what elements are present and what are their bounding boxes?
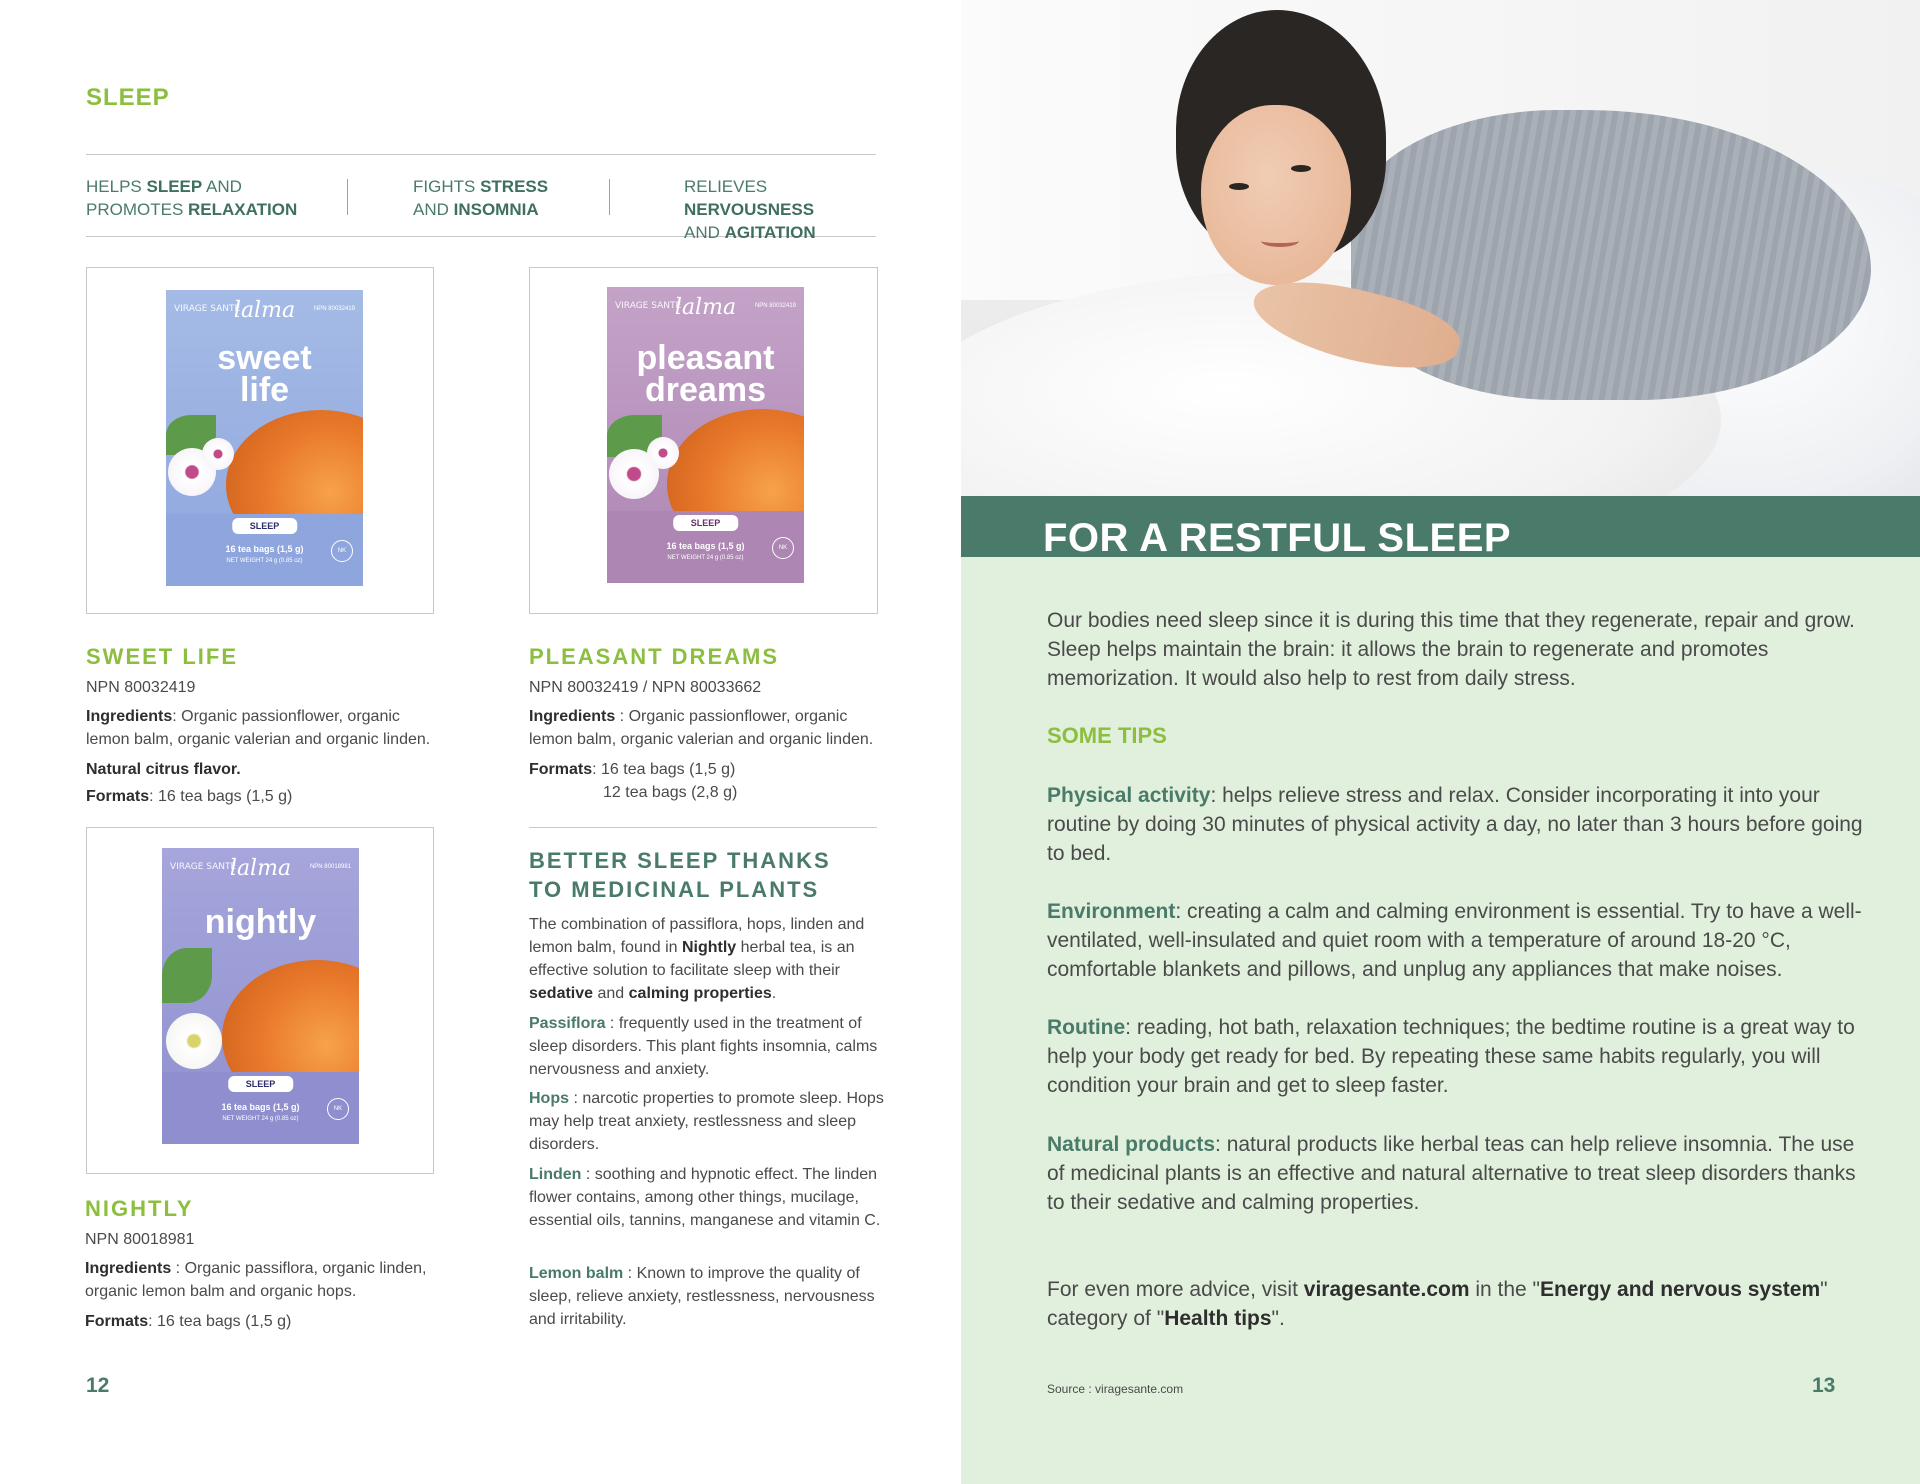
plant-lemon-balm: Lemon balm : Known to improve the quality of sleep, relieve anxiety, restlessness, nervousness and irritability. [529,1265,875,1328]
photo-smile [1261,235,1299,247]
section-label: SLEEP [86,84,170,111]
box-bag-count: 16 tea bags (1,5 g) [225,544,304,554]
product-formats: Formats: 16 tea bags (1,5 g) 12 tea bags (2,8 g) [529,761,738,801]
plant-passiflora: Passiflora : frequently used in the treatment of sleep disorders. This plant fights insomnia, calms nervousness and anxiety. [529,1015,878,1078]
product-npn: NPN 80018981 [85,1231,195,1248]
photo-face [1201,105,1351,285]
box-bottom-band [607,511,804,583]
brand-logo: lalma [674,295,737,320]
page-heading: FOR A RESTFUL SLEEP [1043,516,1512,557]
product-title-pleasant-dreams: PLEASANT DREAMS [529,644,780,669]
benefit-nervousness-agitation: RELIEVES NERVOUSNESS AND AGITATION [684,177,816,242]
plant-hops: Hops : narcotic properties to promote sleep. Hops may help treat anxiety, restlessness and sleep disorders. [529,1090,884,1153]
benefit-divider [609,179,610,215]
box-npn: NPN 80032419 [313,306,355,312]
tea-box-nightly [162,848,359,1144]
brand-row [607,295,804,321]
plant-linden: Linden : soothing and hypnotic effect. The linden flower contains, among other things, mucilage, essential oils, tannins, manganese and vitamin C. [529,1166,881,1229]
benefits-bar [86,154,876,242]
brand-logo: lalma [229,856,292,881]
flower-image [647,437,679,469]
box-sleep-tag: SLEEP [673,515,739,531]
box-net-weight: NET WEIGHT 24 g (0.85 oz) [222,1116,299,1122]
box-seal: NK [327,1098,349,1120]
woman-sleeping-photo [961,0,1920,496]
photo-eye [1229,183,1249,190]
box-seal: NK [331,540,353,562]
tip-environment: Environment: creating a calm and calming environment is essential. Try to have a well-ventilated, well-insulated and quiet room with a temperature of around 18-20 °C, comfortable blankets and pillows, and unplug any appliances that make noises. [1047,900,1862,981]
benefit-sleep-relaxation: HELPS SLEEP AND PROMOTES RELAXATION [86,177,298,219]
sleep-intro: Our bodies need sleep since it is during this time that they regenerate, repair and grow. Sleep helps maintain the brain: it allows the brain to regenerate and promotes memorization. It would also help to rest from daily stress. [1047,609,1855,690]
page-number: 12 [86,1374,110,1397]
product-title-nightly: NIGHTLY [85,1196,194,1221]
heading-band [961,496,1920,557]
source-note: Source : viragesante.com [1047,1382,1184,1396]
tip-physical-activity: Physical activity: helps relieve stress and relax. Consider incorporating it into your routine by doing 30 minutes of physical activity a day, no later than 3 hours before going to bed. [1047,784,1863,865]
right-page [961,0,1920,1484]
box-sleep-tag: SLEEP [232,518,298,534]
product-formats: Formats: 16 tea bags (1,5 g) [85,1313,292,1330]
benefit-divider [347,179,348,215]
tips-title: SOME TIPS [1047,723,1167,748]
box-sleep-tag: SLEEP [228,1076,294,1092]
box-seal: NK [772,537,794,559]
product-ingredients: Ingredients : Organic passionflower, organic lemon balm, organic valerian and organic linden. [529,708,874,748]
brand-row [162,856,359,882]
box-product-name: pleasant dreams [636,339,775,409]
box-bottom-band [166,514,363,586]
flower-image [202,438,234,470]
product-ingredients: Ingredients : Organic passiflora, organic linden, organic lemon balm and organic hops. [85,1260,427,1300]
medicinal-intro: The combination of passiflora, hops, linden and lemon balm, found in Nightly herbal tea, is an effective solution to facilitate sleep with their sedative and calming properties. [529,916,865,1002]
box-product-name: sweet life [217,339,312,409]
advice-website: viragesante.com [1303,1278,1470,1301]
product-image-nightly [86,827,434,1174]
product-ingredients: Ingredients: Organic passionflower, organic lemon balm, organic valerian and organic linden. [86,708,431,748]
more-advice: For even more advice, visit viragesante.com in the "Energy and nervous system" category of "Health tips". [1047,1278,1828,1330]
benefit-stress-insomnia: FIGHTS STRESS AND INSOMNIA [413,177,549,219]
brand-mark: VIRAGE SANTÉ [615,301,682,311]
product-npn: NPN 80032419 [86,679,196,696]
product-image-pleasant-dreams [529,267,878,614]
brand-row [166,298,363,324]
tip-natural-products: Natural products: natural products like herbal teas can help relieve insomnia. The use of medicinal plants is an effective and natural alternative to treat sleep disorders thanks to their sedative and calming properties. [1047,1133,1856,1214]
section-divider [529,827,877,828]
box-net-weight: NET WEIGHT 24 g (0.85 oz) [667,555,744,561]
product-formats: Formats: 16 tea bags (1,5 g) [86,788,293,805]
box-product-name: nightly [204,903,317,941]
tea-box-pleasant-dreams [607,287,804,583]
tip-routine: Routine: reading, hot bath, relaxation techniques; the bedtime routine is a great way to help your body get ready for bed. By repeating these same habits regularly, you will condition your brain and get to sleep faster. [1047,1016,1855,1097]
page-number: 13 [1812,1374,1836,1397]
product-flavor: Natural citrus flavor. [86,761,241,778]
brand-mark: VIRAGE SANTÉ [174,304,241,314]
product-image-sweet-life [86,267,434,614]
box-bag-count: 16 tea bags (1,5 g) [666,541,745,551]
product-title-sweet-life: SWEET LIFE [86,644,238,669]
medicinal-plants-title: BETTER SLEEP THANKS TO MEDICINAL PLANTS [529,848,831,902]
brand-logo: lalma [233,298,296,323]
tea-box-sweet-life [166,290,363,586]
flower-image [166,1013,222,1069]
box-npn: NPN 80032419 [754,303,796,309]
box-bag-count: 16 tea bags (1,5 g) [221,1102,300,1112]
photo-eye [1291,165,1311,172]
box-npn: NPN 80018981 [309,864,351,870]
box-net-weight: NET WEIGHT 24 g (0.85 oz) [226,558,303,564]
product-npn: NPN 80032419 / NPN 80033662 [529,679,762,696]
leaf-image [162,948,212,1003]
box-bottom-band [162,1072,359,1144]
brand-mark: VIRAGE SANTÉ [170,862,237,872]
